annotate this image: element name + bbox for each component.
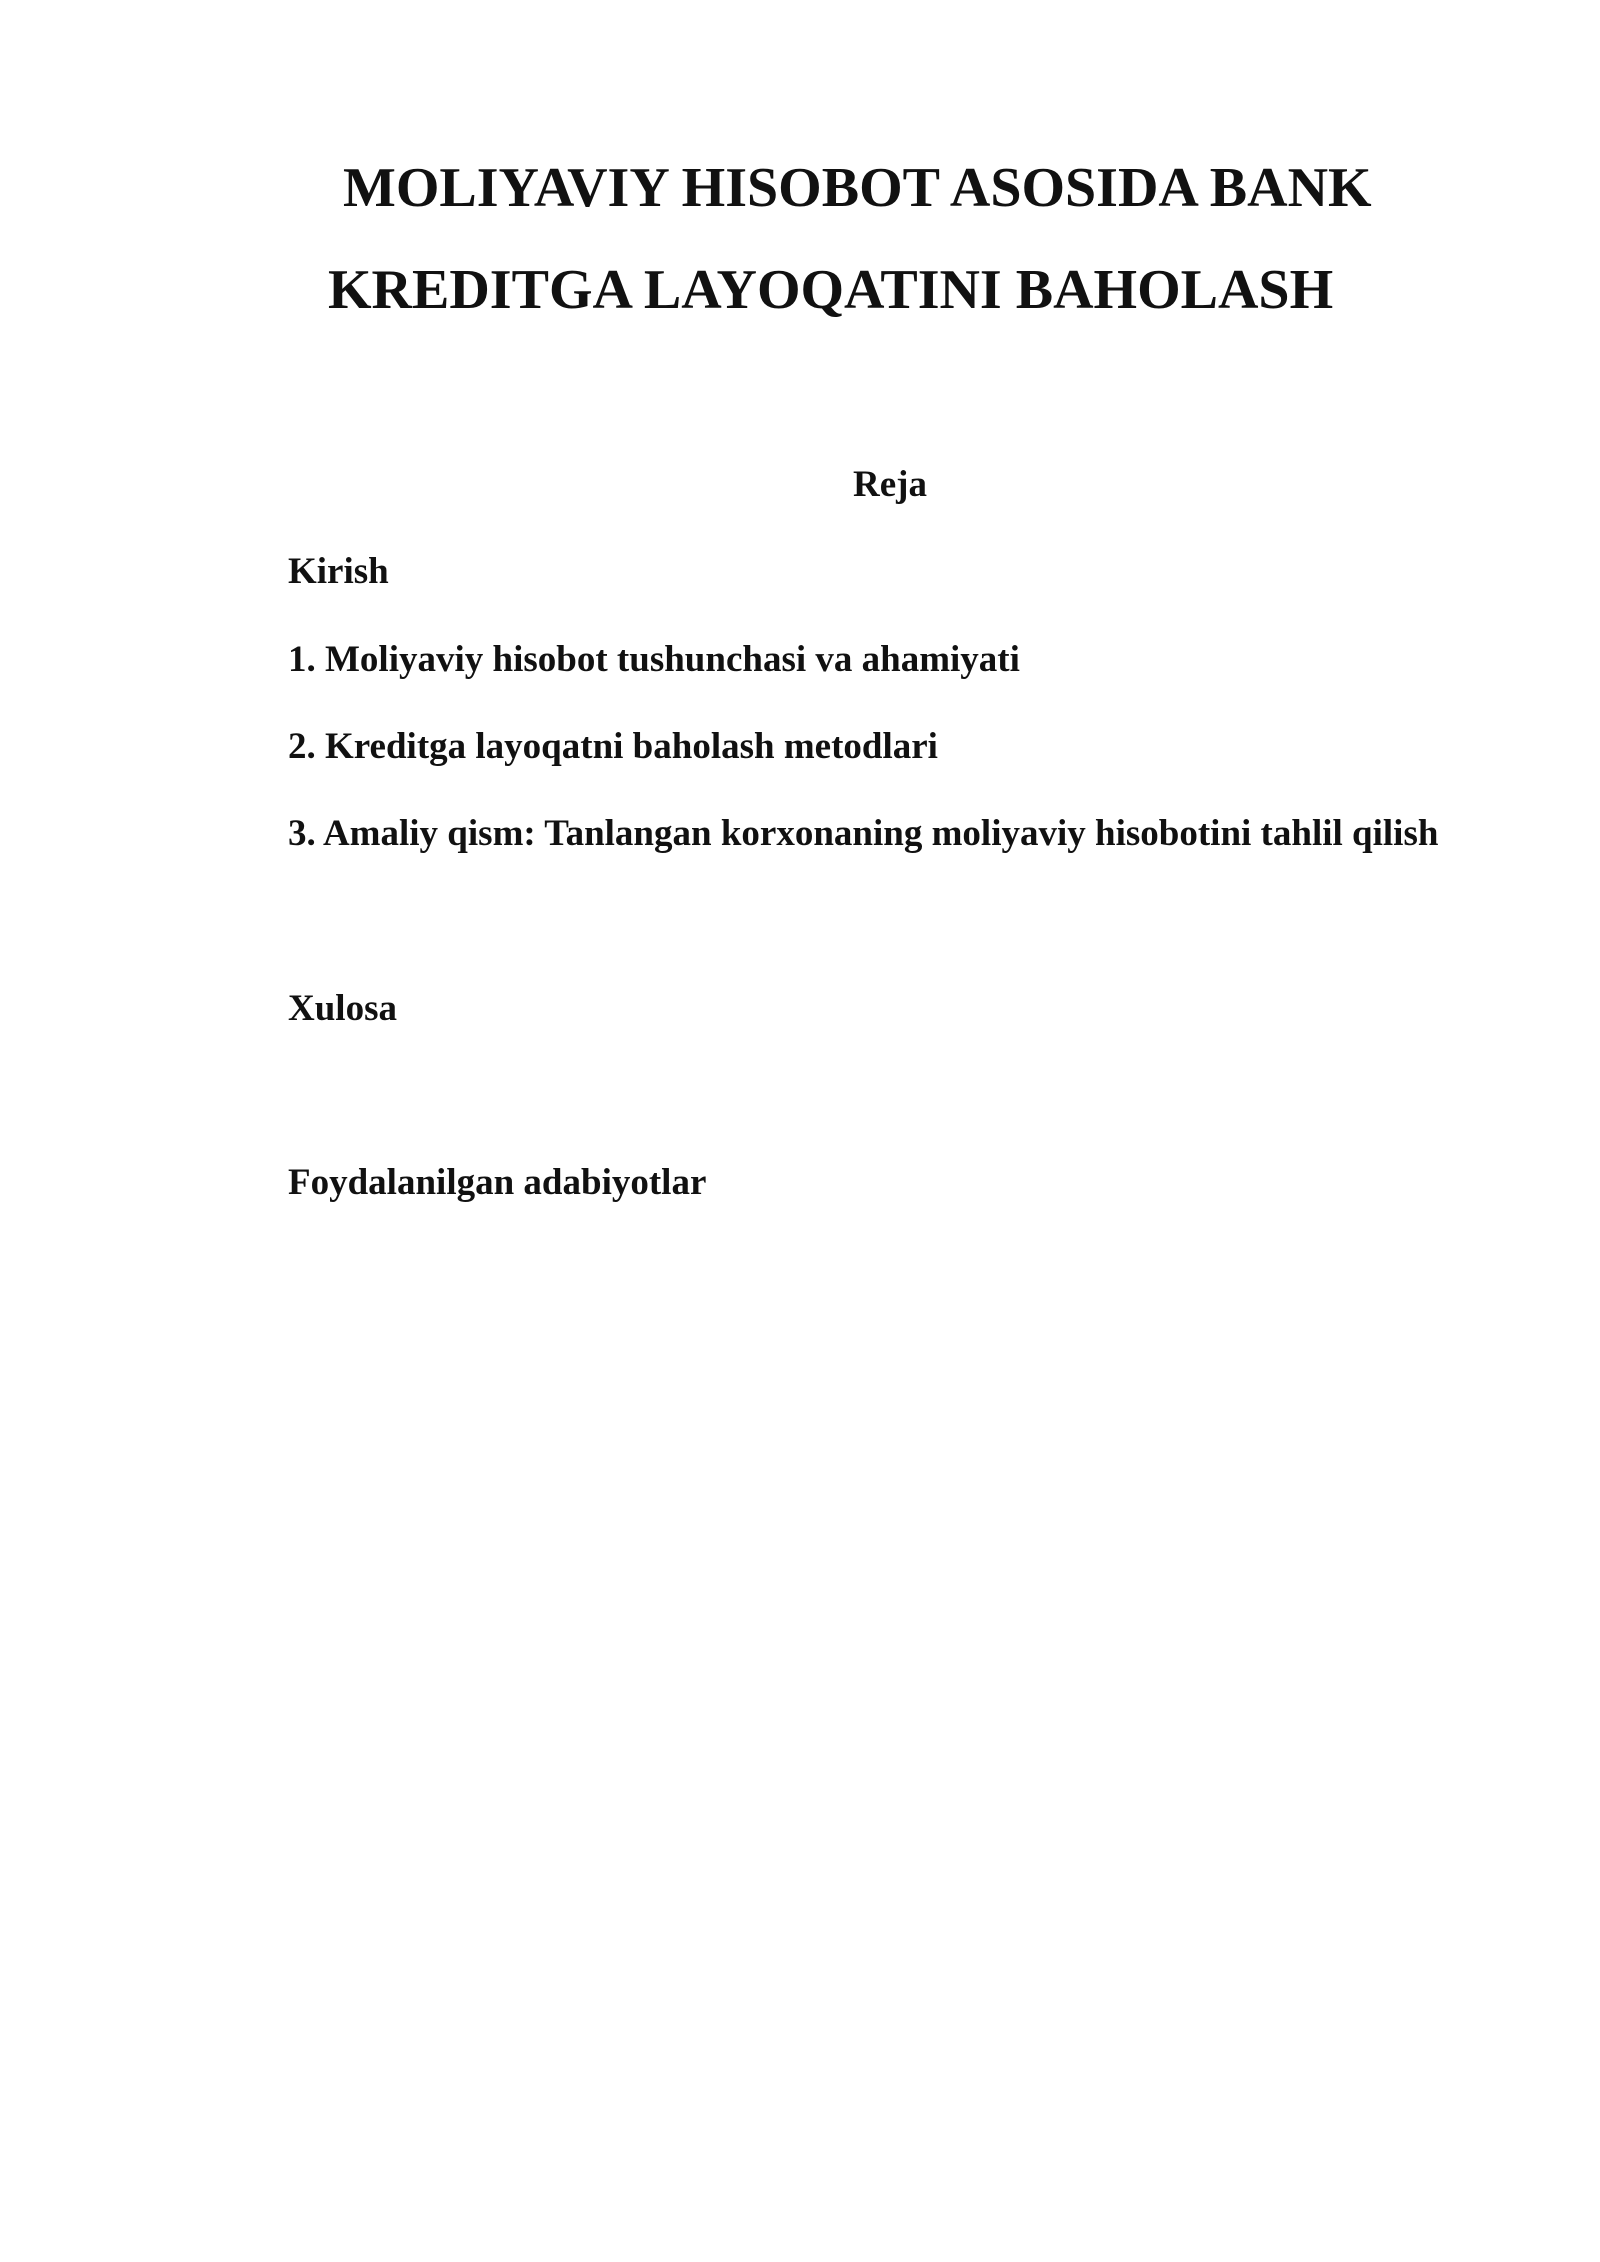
toc-entry-references: Foydalanilgan adabiyotlar [288, 1162, 707, 1203]
plan-heading: Reja [853, 464, 927, 505]
toc-entry-chapter-3: 3. Amaliy qism: Tanlangan korxonaning moliyaviy hisobotini tahlil qilish [288, 813, 1439, 854]
toc-entry-conclusion: Xulosa [288, 988, 397, 1029]
toc-entry-chapter-1: 1. Moliyaviy hisobot tushunchasi va ahamiyati [288, 639, 1020, 680]
document-title-line-2: KREDITGA LAYOQATINI BAHOLASH [328, 259, 1334, 321]
toc-entry-introduction: Kirish [288, 551, 389, 592]
toc-entry-chapter-2: 2. Kreditga layoqatni baholash metodlari [288, 726, 938, 767]
document-title-line-1: MOLIYAVIY HISOBOT ASOSIDA BANK [343, 157, 1372, 219]
